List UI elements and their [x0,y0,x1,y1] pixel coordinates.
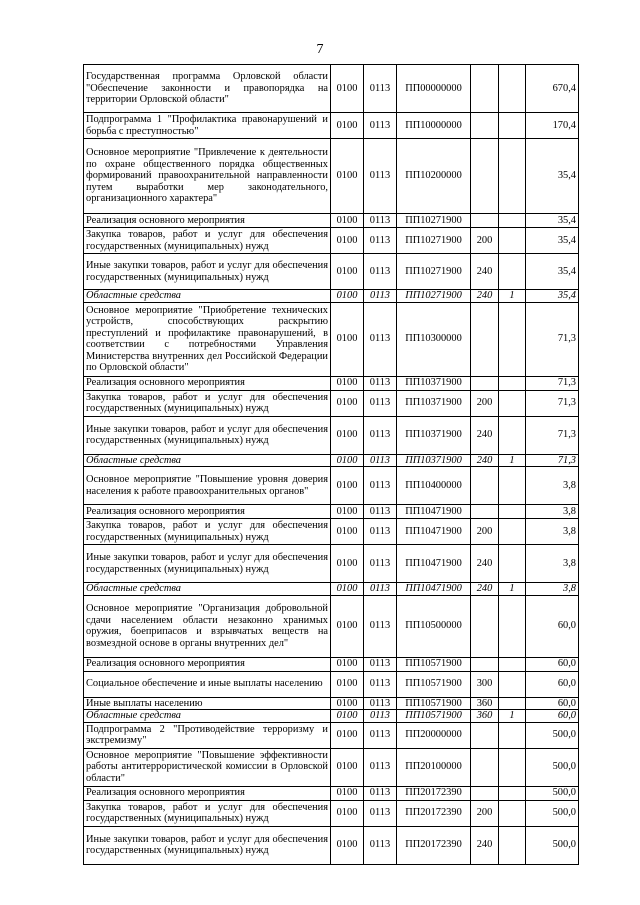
expense-type-cell: 240 [471,254,499,290]
row-name-cell: Иные закупки товаров, работ и услуг для обеспечения государственных (муниципальных) нужд [84,416,331,454]
department-code-cell: 0100 [331,722,364,748]
section-code-cell: 0113 [364,254,397,290]
row-name-cell: Основное мероприятие "Организация добровольной сдачи населением области незаконно хранимых оружия, боеприпасов и взрывчатых веществ на возмездной основе в органы внутренних дел" [84,595,331,657]
expense-type-cell [471,214,499,228]
table-row [84,139,579,214]
department-code-cell: 0100 [331,697,364,710]
target-article-cell: ПП10271900 [397,214,471,228]
section-code-cell: 0113 [364,113,397,139]
amount-cell: 500,0 [526,826,579,864]
amount-cell: 3,8 [526,505,579,519]
expense-type-cell: 200 [471,228,499,254]
section-code-cell: 0113 [364,139,397,214]
table-row [84,826,579,864]
table-row [84,228,579,254]
expense-type-cell [471,786,499,800]
table-row [84,800,579,826]
target-article-cell: ПП10571900 [397,697,471,710]
section-code-cell: 0113 [364,390,397,416]
row-name-cell: Основное мероприятие "Повышение уровня доверия населения к работе правоохранительных органов" [84,467,331,505]
funding-source-cell [499,505,526,519]
table-row [84,416,579,454]
department-code-cell: 0100 [331,228,364,254]
funding-source-cell [499,214,526,228]
table-row [84,302,579,376]
table-row [84,697,579,710]
department-code-cell: 0100 [331,826,364,864]
funding-source-cell: 1 [499,290,526,303]
section-code-cell: 0113 [364,467,397,505]
target-article-cell: ПП10000000 [397,113,471,139]
funding-source-cell [499,519,526,545]
department-code-cell: 0100 [331,710,364,723]
department-code-cell: 0100 [331,657,364,671]
department-code-cell: 0100 [331,139,364,214]
row-name-cell: Закупка товаров, работ и услуг для обеспечения государственных (муниципальных) нужд [84,800,331,826]
expense-type-cell: 240 [471,290,499,303]
amount-cell: 71,3 [526,454,579,467]
target-article-cell: ПП10200000 [397,139,471,214]
section-code-cell: 0113 [364,800,397,826]
funding-source-cell [499,595,526,657]
table-row [84,748,579,786]
target-article-cell: ПП10471900 [397,545,471,583]
table-body [84,65,579,865]
section-code-cell: 0113 [364,697,397,710]
amount-cell: 35,4 [526,214,579,228]
target-article-cell: ПП20172390 [397,826,471,864]
amount-cell: 71,3 [526,390,579,416]
department-code-cell: 0100 [331,302,364,376]
row-name-cell: Областные средства [84,290,331,303]
amount-cell: 35,4 [526,139,579,214]
table-row [84,657,579,671]
target-article-cell: ПП20100000 [397,748,471,786]
target-article-cell: ПП10471900 [397,519,471,545]
amount-cell: 60,0 [526,595,579,657]
section-code-cell: 0113 [364,416,397,454]
page-number: 7 [316,42,324,57]
expense-type-cell [471,722,499,748]
row-name-cell: Подпрограмма 2 "Противодействие терроризму и экстремизму" [84,722,331,748]
funding-source-cell [499,467,526,505]
amount-cell: 60,0 [526,697,579,710]
table-row [84,786,579,800]
table-row [84,65,579,113]
section-code-cell: 0113 [364,595,397,657]
expense-type-cell [471,748,499,786]
row-name-cell: Закупка товаров, работ и услуг для обеспечения государственных (муниципальных) нужд [84,390,331,416]
funding-source-cell [499,416,526,454]
target-article-cell: ПП00000000 [397,65,471,113]
department-code-cell: 0100 [331,290,364,303]
table-row [84,254,579,290]
target-article-cell: ПП20172390 [397,786,471,800]
table-row [84,671,579,697]
funding-source-cell [499,722,526,748]
row-name-cell: Реализация основного мероприятия [84,505,331,519]
expense-type-cell: 240 [471,416,499,454]
table-row [84,583,579,596]
target-article-cell: ПП10500000 [397,595,471,657]
section-code-cell: 0113 [364,376,397,390]
section-code-cell: 0113 [364,214,397,228]
table-row [84,390,579,416]
department-code-cell: 0100 [331,65,364,113]
section-code-cell: 0113 [364,748,397,786]
expense-type-cell [471,657,499,671]
table-row [84,113,579,139]
expense-type-cell: 360 [471,697,499,710]
row-name-cell: Основное мероприятие "Приобретение технических устройств, способствующих раскрытию преступлений и профилактике правонарушений, в соответствии с потребностями Управления Министерства внутренних дел Российской Федерации по Орловской области" [84,302,331,376]
expense-type-cell [471,65,499,113]
section-code-cell: 0113 [364,826,397,864]
target-article-cell: ПП10271900 [397,254,471,290]
table-row [84,722,579,748]
row-name-cell: Государственная программа Орловской области "Обеспечение законности и правопорядка на территории Орловской области" [84,65,331,113]
funding-source-cell [499,671,526,697]
department-code-cell: 0100 [331,467,364,505]
section-code-cell: 0113 [364,519,397,545]
table-row [84,505,579,519]
section-code-cell: 0113 [364,65,397,113]
expense-type-cell: 200 [471,800,499,826]
funding-source-cell [499,748,526,786]
row-name-cell: Реализация основного мероприятия [84,376,331,390]
amount-cell: 71,3 [526,376,579,390]
amount-cell: 170,4 [526,113,579,139]
expense-type-cell [471,595,499,657]
table-row [84,519,579,545]
expense-type-cell [471,467,499,505]
funding-source-cell: 1 [499,454,526,467]
department-code-cell: 0100 [331,786,364,800]
target-article-cell: ПП10571900 [397,671,471,697]
department-code-cell: 0100 [331,595,364,657]
department-code-cell: 0100 [331,390,364,416]
table-row [84,595,579,657]
row-name-cell: Закупка товаров, работ и услуг для обеспечения государственных (муниципальных) нужд [84,228,331,254]
expense-type-cell [471,505,499,519]
row-name-cell: Основное мероприятие "Повышение эффективности работы антитеррористической комиссии в Орловской области" [84,748,331,786]
funding-source-cell [499,113,526,139]
department-code-cell: 0100 [331,583,364,596]
expense-type-cell: 200 [471,390,499,416]
funding-source-cell [499,657,526,671]
department-code-cell: 0100 [331,416,364,454]
row-name-cell: Основное мероприятие "Привлечение к деятельности по охране общественного порядка общественных формирований правоохранительной направленности путем выработки мер законодательного, организационного характера" [84,139,331,214]
amount-cell: 35,4 [526,254,579,290]
target-article-cell: ПП10371900 [397,390,471,416]
expense-type-cell [471,113,499,139]
funding-source-cell [499,376,526,390]
funding-source-cell [499,254,526,290]
amount-cell: 60,0 [526,657,579,671]
row-name-cell: Закупка товаров, работ и услуг для обеспечения государственных (муниципальных) нужд [84,519,331,545]
funding-source-cell [499,228,526,254]
department-code-cell: 0100 [331,376,364,390]
department-code-cell: 0100 [331,214,364,228]
section-code-cell: 0113 [364,302,397,376]
expense-type-cell: 240 [471,826,499,864]
section-code-cell: 0113 [364,786,397,800]
expense-type-cell [471,376,499,390]
target-article-cell: ПП20172390 [397,800,471,826]
table-row [84,214,579,228]
table-row [84,376,579,390]
expense-type-cell [471,139,499,214]
row-name-cell: Реализация основного мероприятия [84,657,331,671]
amount-cell: 500,0 [526,722,579,748]
row-name-cell: Иные выплаты населению [84,697,331,710]
row-name-cell: Подпрограмма 1 "Профилактика правонарушений и борьба с преступностью" [84,113,331,139]
amount-cell: 71,3 [526,302,579,376]
funding-source-cell [499,800,526,826]
department-code-cell: 0100 [331,800,364,826]
row-name-cell: Социальное обеспечение и иные выплаты населению [84,671,331,697]
row-name-cell: Иные закупки товаров, работ и услуг для обеспечения государственных (муниципальных) нужд [84,826,331,864]
amount-cell: 3,8 [526,467,579,505]
section-code-cell: 0113 [364,583,397,596]
target-article-cell: ПП10300000 [397,302,471,376]
section-code-cell: 0113 [364,505,397,519]
funding-source-cell [499,786,526,800]
funding-source-cell [499,390,526,416]
section-code-cell: 0113 [364,228,397,254]
department-code-cell: 0100 [331,454,364,467]
target-article-cell: ПП10571900 [397,657,471,671]
funding-source-cell [499,826,526,864]
row-name-cell: Реализация основного мероприятия [84,214,331,228]
department-code-cell: 0100 [331,254,364,290]
target-article-cell: ПП10371900 [397,416,471,454]
section-code-cell: 0113 [364,290,397,303]
table-row [84,454,579,467]
expense-type-cell: 200 [471,519,499,545]
budget-table [83,64,579,865]
amount-cell: 60,0 [526,671,579,697]
expense-type-cell: 360 [471,710,499,723]
expense-type-cell: 300 [471,671,499,697]
target-article-cell: ПП10371900 [397,454,471,467]
table-row [84,467,579,505]
target-article-cell: ПП10571900 [397,710,471,723]
department-code-cell: 0100 [331,505,364,519]
expense-type-cell: 240 [471,583,499,596]
amount-cell: 500,0 [526,748,579,786]
row-name-cell: Иные закупки товаров, работ и услуг для обеспечения государственных (муниципальных) нужд [84,254,331,290]
expense-type-cell: 240 [471,545,499,583]
amount-cell: 3,8 [526,519,579,545]
funding-source-cell [499,139,526,214]
funding-source-cell: 1 [499,583,526,596]
funding-source-cell [499,697,526,710]
row-name-cell: Областные средства [84,583,331,596]
amount-cell: 3,8 [526,545,579,583]
amount-cell: 670,4 [526,65,579,113]
target-article-cell: ПП10271900 [397,228,471,254]
row-name-cell: Областные средства [84,710,331,723]
amount-cell: 35,4 [526,290,579,303]
row-name-cell: Иные закупки товаров, работ и услуг для обеспечения государственных (муниципальных) нужд [84,545,331,583]
row-name-cell: Реализация основного мероприятия [84,786,331,800]
department-code-cell: 0100 [331,545,364,583]
target-article-cell: ПП20000000 [397,722,471,748]
section-code-cell: 0113 [364,671,397,697]
section-code-cell: 0113 [364,710,397,723]
funding-source-cell [499,302,526,376]
table-row [84,710,579,723]
section-code-cell: 0113 [364,545,397,583]
amount-cell: 3,8 [526,583,579,596]
target-article-cell: ПП10471900 [397,583,471,596]
amount-cell: 71,3 [526,416,579,454]
amount-cell: 60,0 [526,710,579,723]
expense-type-cell: 240 [471,454,499,467]
department-code-cell: 0100 [331,113,364,139]
section-code-cell: 0113 [364,722,397,748]
funding-source-cell [499,65,526,113]
target-article-cell: ПП10371900 [397,376,471,390]
section-code-cell: 0113 [364,657,397,671]
amount-cell: 500,0 [526,800,579,826]
target-article-cell: ПП10471900 [397,505,471,519]
row-name-cell: Областные средства [84,454,331,467]
department-code-cell: 0100 [331,671,364,697]
funding-source-cell: 1 [499,710,526,723]
funding-source-cell [499,545,526,583]
table-row [84,545,579,583]
target-article-cell: ПП10271900 [397,290,471,303]
amount-cell: 500,0 [526,786,579,800]
department-code-cell: 0100 [331,748,364,786]
target-article-cell: ПП10400000 [397,467,471,505]
department-code-cell: 0100 [331,519,364,545]
section-code-cell: 0113 [364,454,397,467]
table-row [84,290,579,303]
amount-cell: 35,4 [526,228,579,254]
expense-type-cell [471,302,499,376]
